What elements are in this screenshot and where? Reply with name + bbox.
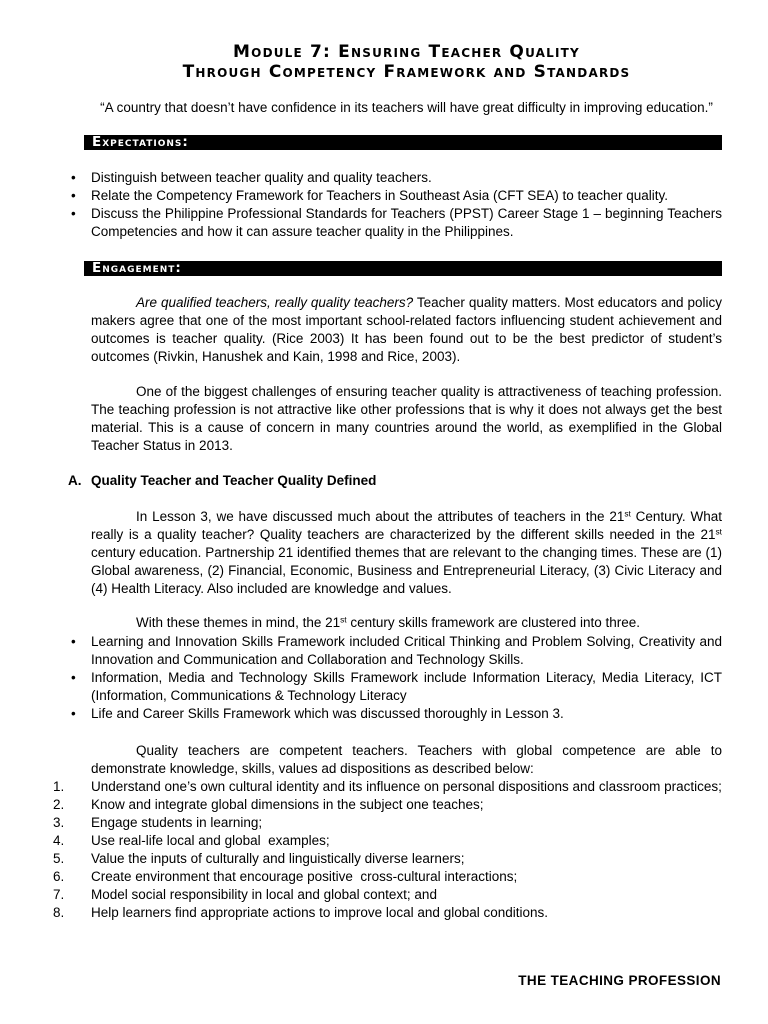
text-segment: century education. Partnership 21 identified themes that are relevant to the changing times. These are (1) Global awareness, (2) Financial, Economic, Business and Entrepreneurial Literacy, (3) Civic Literacy and (4) Health Literacy. Also included are knowledge and values. [91,545,722,596]
expectations-heading: Expectations: [92,135,189,150]
list-number: 7. [53,887,65,902]
list-number: 4. [53,833,65,848]
engagement-question: Are qualified teachers, really quality teachers? [136,295,414,310]
expectations-item: • Relate the Competency Framework for Teachers in Southeast Asia (CFT SEA) to teacher quality. [91,187,722,205]
section-a-paragraph-3: Quality teachers are competent teachers. Teachers with global competence are able to demonstrate knowledge, skills, values ad dispositions as described below: [91,743,722,776]
module-title-line-1: Module 7: Ensuring Teacher Quality [233,42,580,62]
list-number: 5. [53,851,65,866]
module-title [91,42,722,82]
section-a-heading [68,472,722,490]
competencies-list [53,778,722,922]
ordinal-suffix: st [624,508,631,519]
competency-text: Model social responsibility in local and global context; and [91,887,437,902]
list-number: 8. [53,905,65,920]
competency-text: Use real-life local and global examples; [91,833,330,848]
competency-text: Value the inputs of culturally and linguistically diverse learners; [91,851,465,866]
text-segment: Century. What really is a quality teacher? Quality teachers are characterized by the different skills needed in the 21 [91,509,723,542]
engagement-heading: Engagement: [92,261,182,276]
competency-item [53,850,722,868]
engagement-heading-bar [84,261,722,276]
engagement-paragraph-2: One of the biggest challenges of ensuring teacher quality is attractiveness of teaching profession. The teaching profession is not attractive like other professions that is why it does not always get the best material. This is a cause of concern in many countries around the world, as exemplified in the Global Teacher Status in 2013. [91,384,722,453]
competency-item [53,796,722,814]
frameworks-list [91,633,722,723]
competency-text: Help learners find appropriate actions to improve local and global conditions. [91,905,549,920]
engagement-paragraph-1 [91,294,722,366]
expectations-list [91,169,722,241]
list-number: 1. [53,779,65,794]
framework-item: • Information, Media and Technology Skills Framework include Information Literacy, Media Literacy, ICT (Information, Communications & Technology Literacy [91,669,722,705]
competency-text: Understand one’s own cultural identity and its influence on personal dispositions and classroom practices; [91,779,722,794]
section-a-marker: A. [68,473,82,488]
competency-text: Know and integrate global dimensions in the subject one teaches; [91,797,484,812]
list-number: 2. [53,797,65,812]
section-a-paragraph-2 [91,614,722,632]
engagement-paragraph-1-text: Teacher quality matters. Most educators and policy makers agree that one of the most important school-related factors influencing student achievement and outcomes is teacher quality. (Rice 2003) It has been found out to be the best predictor of student’s outcomes (Rivkin, Hanushek and Kain, 1998 and Rice, 2003). [91,295,722,364]
section-a-paragraph-1 [91,508,722,598]
section-a-title: Quality Teacher and Teacher Quality Defined [91,473,377,488]
expectations-item: • Distinguish between teacher quality and quality teachers. [91,169,722,187]
competency-item [53,868,722,886]
competency-item [53,778,722,796]
text-segment: In Lesson 3, we have discussed much about the attributes of teachers in the 21 [136,509,625,524]
list-number: 6. [53,869,65,884]
competency-item [53,904,722,922]
expectations-item: • Discuss the Philippine Professional Standards for Teachers (PPST) Career Stage 1 – beginning Teachers Competencies and how it can assure teacher quality in the Philippines. [91,205,722,241]
framework-item: • Life and Career Skills Framework which was discussed thoroughly in Lesson 3. [91,705,722,723]
expectations-heading-bar [84,135,722,150]
framework-item: • Learning and Innovation Skills Framework included Critical Thinking and Problem Solving, Creativity and Innovation and Communication and Collaboration and Technology Skills. [91,633,722,669]
ordinal-suffix: st [340,614,347,625]
ordinal-suffix: st [715,526,722,537]
module-title-line-2: Through Competency Framework and Standards [182,62,631,82]
page-footer: THE TEACHING PROFESSION [518,973,721,988]
page-content [53,42,723,922]
competency-text: Engage students in learning; [91,815,263,830]
text-segment: With these themes in mind, the 21 [136,615,341,630]
competency-item [53,832,722,850]
competency-item [53,814,722,832]
competency-text: Create environment that encourage positive cross-cultural interactions; [91,869,518,884]
competency-item [53,886,722,904]
text-segment: century skills framework are clustered into three. [346,615,640,630]
epigraph-quote: “A country that doesn’t have confidence in its teachers will have great difficulty in improving education.” [100,100,713,115]
list-number: 3. [53,815,65,830]
